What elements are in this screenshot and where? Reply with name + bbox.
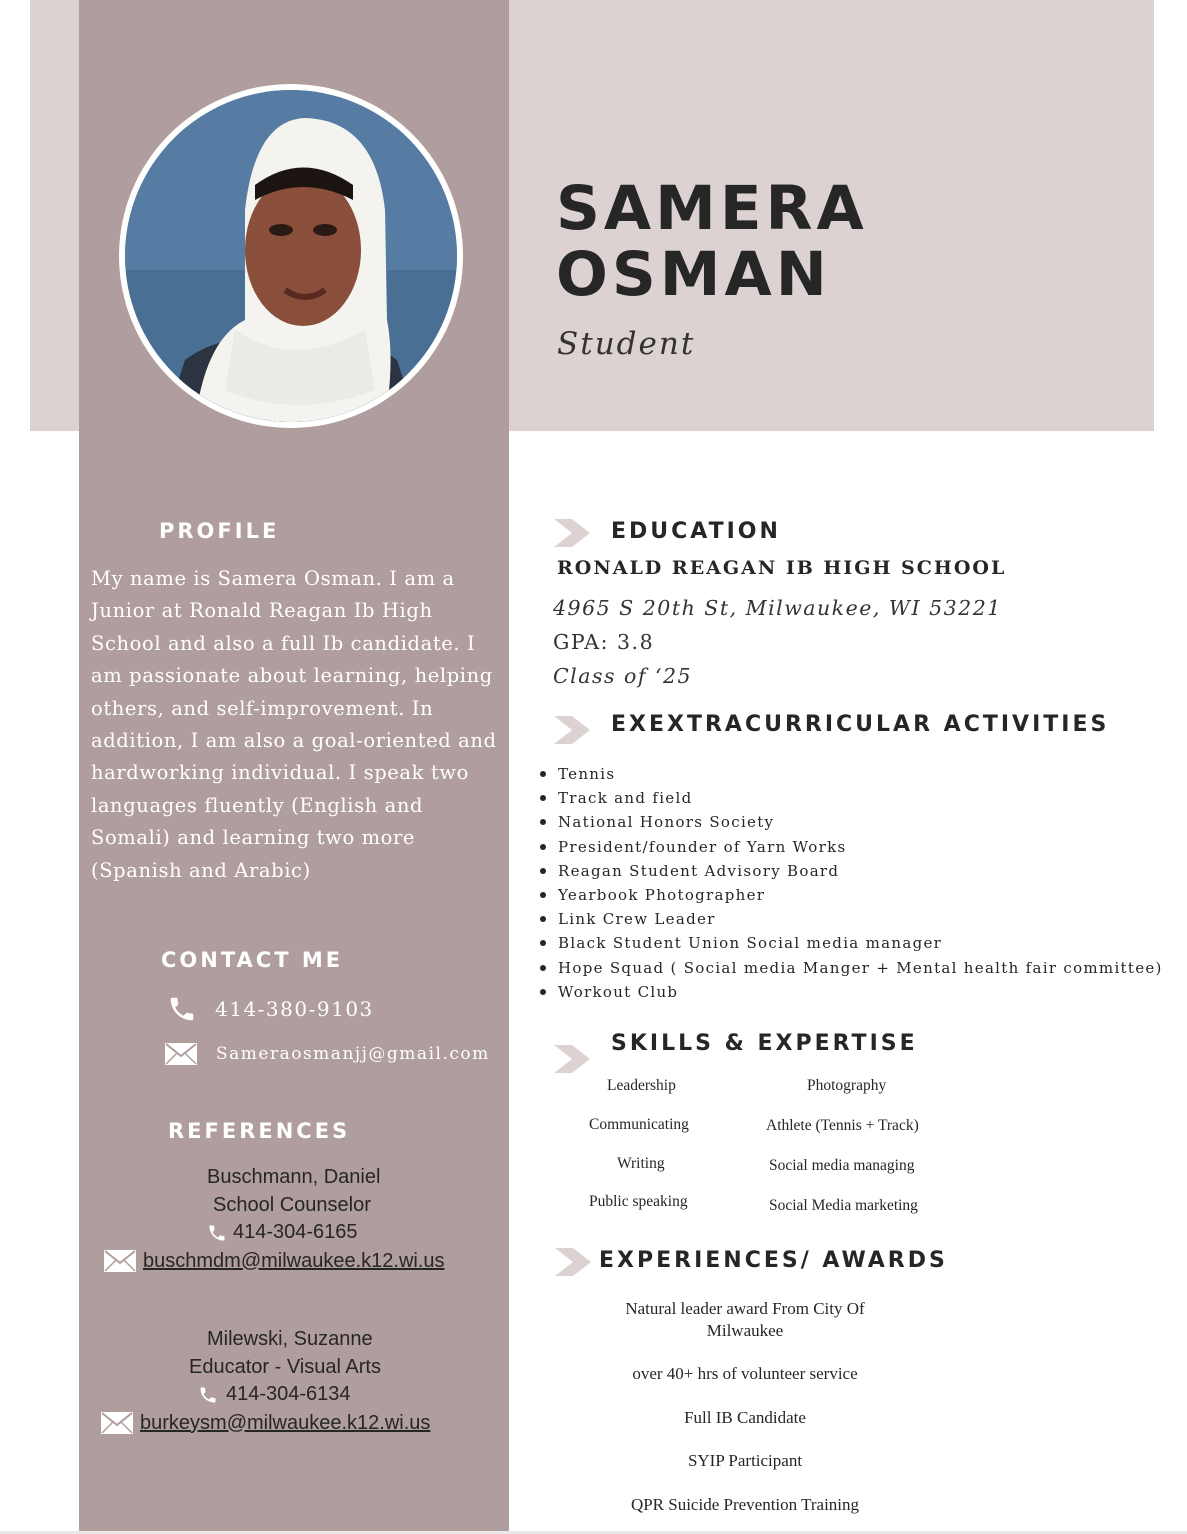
phone-icon	[198, 1385, 218, 1405]
phone-icon	[167, 994, 197, 1024]
school-address: 4965 S 20th St, Milwaukee, WI 53221	[553, 596, 1002, 620]
chevron-right-icon	[555, 1248, 591, 1276]
list-item: Hope Squad ( Social media Manger + Mental health fair committee)	[540, 956, 1163, 980]
class-of: Class of ‘25	[553, 664, 693, 688]
list-item: President/founder of Yarn Works	[540, 835, 1163, 859]
activities-heading: EXEXTRACURRICULAR ACTIVITIES	[611, 712, 1110, 737]
list-item: Tennis	[540, 762, 1163, 786]
education-heading: EDUCATION	[611, 519, 781, 544]
contact-phone: 414-380-9103	[215, 997, 374, 1021]
role-title: Student	[557, 326, 696, 362]
award-item: SYIP Participant	[687, 1451, 803, 1470]
list-item: Black Student Union Social media manager	[540, 931, 1163, 955]
list-item: Link Crew Leader	[540, 907, 1163, 931]
reference-1-phone: 414-304-6165	[233, 1221, 358, 1243]
reference-1-title: School Counselor	[213, 1194, 371, 1216]
profile-heading: PROFILE	[159, 519, 280, 543]
award-item: over 40+ hrs of volunteer service	[632, 1364, 858, 1383]
reference-2-title: Educator - Visual Arts	[189, 1356, 381, 1378]
envelope-icon	[102, 1249, 138, 1273]
reference-1-name: Buschmann, Daniel	[207, 1166, 381, 1188]
list-item: Track and field	[540, 786, 1163, 810]
award-item: Full IB Candidate	[684, 1408, 806, 1427]
reference-2-phone: 414-304-6134	[226, 1383, 351, 1405]
chevron-right-icon	[554, 519, 590, 547]
contact-email: Sameraosmanjj@gmail.com	[216, 1044, 490, 1064]
awards-heading: EXPERIENCES/ AWARDS	[599, 1248, 948, 1273]
list-item: Workout Club	[540, 980, 1163, 1004]
list-item: Reagan Student Advisory Board	[540, 859, 1163, 883]
envelope-icon	[164, 1042, 198, 1066]
reference-1-email-row[interactable]	[102, 1249, 445, 1273]
skill-item: Social Media marketing	[769, 1197, 918, 1214]
list-item: National Honors Society	[540, 810, 1163, 834]
award-item: QPR Suicide Prevention Training	[630, 1495, 860, 1514]
contact-phone-row[interactable]	[167, 994, 374, 1024]
skill-item: Athlete (Tennis + Track)	[766, 1117, 919, 1134]
skill-item: Social media managing	[769, 1157, 915, 1174]
contact-email-row[interactable]	[164, 1042, 490, 1066]
chevron-right-icon	[554, 1045, 590, 1073]
profile-photo	[119, 84, 463, 428]
reference-1-phone-row[interactable]	[207, 1221, 358, 1244]
reference-2-phone-row[interactable]	[198, 1383, 351, 1406]
phone-icon	[207, 1223, 227, 1243]
skills-heading: SKILLS & EXPERTISE	[611, 1031, 918, 1056]
gpa: GPA: 3.8	[553, 630, 655, 654]
award-item: Natural leader award From City Of Milwaukee	[625, 1299, 865, 1340]
skill-item: Photography	[807, 1077, 887, 1094]
skill-item: Communicating	[589, 1116, 689, 1133]
chevron-right-icon	[554, 716, 590, 744]
reference-2-name: Milewski, Suzanne	[207, 1328, 373, 1350]
skill-item: Leadership	[607, 1077, 676, 1094]
skill-item: Writing	[617, 1155, 665, 1172]
list-item: Yearbook Photographer	[540, 883, 1163, 907]
activities-list	[540, 762, 1163, 1004]
envelope-icon	[99, 1411, 135, 1435]
first-name: SAMERA	[556, 173, 868, 244]
skill-item: Public speaking	[589, 1193, 688, 1210]
avatar	[125, 90, 457, 422]
reference-2-email-row[interactable]	[99, 1411, 430, 1435]
profile-text: My name is Samera Osman. I am a Junior at Ronald Reagan Ib High School and also a full Ib candidate. I am passionate about learning, helping others, and self-improvement. In addition, I am also a goal-oriented and hardworking individual. I speak two languages fluently (English and Somali) and learning two more (Spanish and Arabic)	[91, 567, 497, 882]
last-name: OSMAN	[556, 239, 831, 310]
contact-heading: CONTACT ME	[161, 948, 344, 972]
school-name: RONALD REAGAN IB HIGH SCHOOL	[557, 557, 1007, 579]
reference-2-email[interactable]: burkeysm@milwaukee.k12.wi.us	[140, 1411, 431, 1434]
references-heading: REFERENCES	[168, 1119, 351, 1143]
reference-1-email[interactable]: buschmdm@milwaukee.k12.wi.us	[143, 1249, 445, 1272]
